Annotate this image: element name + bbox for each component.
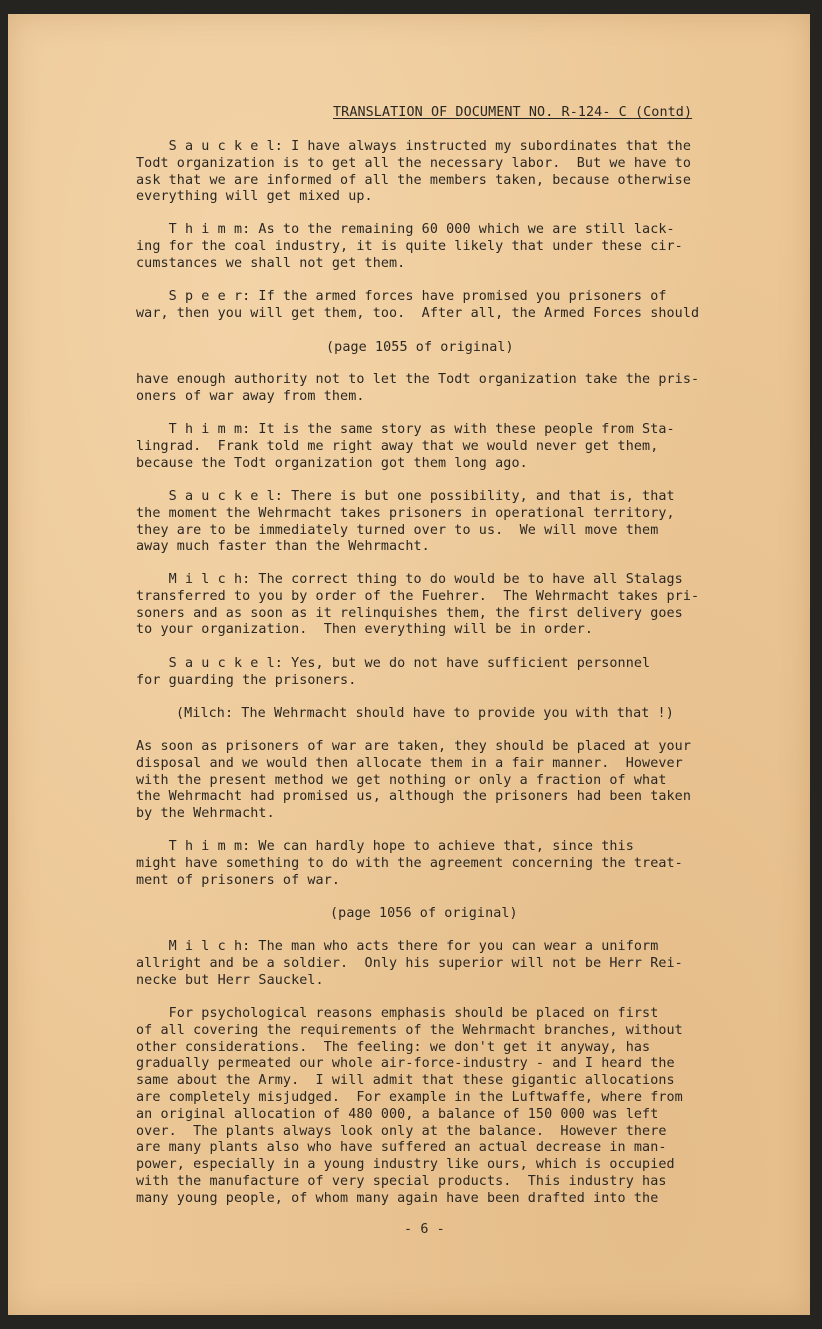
paragraph-thimm-1: T h i m m: As to the remaining 60 000 which we are still lack- ing for the coal industry, it is quite likely that under these cir- cumstances we shall not get them.: [136, 222, 683, 271]
paragraph-continuation-1: have enough authority not to let the Todt organization take the pris- oners of war away from them.: [136, 372, 700, 404]
paragraph-milch-2: M i l c h: The man who acts there for you can wear a uniform allright and be a soldier. Only his superior will not be Herr Rei- necke but Herr Sauckel.: [136, 939, 683, 988]
paragraph-speer-1: S p e e r: If the armed forces have promised you prisoners of war, then you will get them, too. After all, the Armed Forces should: [136, 289, 700, 321]
page-number: - 6 -: [404, 1222, 445, 1237]
paragraph-thimm-2: T h i m m: It is the same story as with these people from Sta- lingrad. Frank told me right away that we would never get them, because the Todt organization got them long ago.: [136, 422, 675, 471]
milch-interjection: (Milch: The Wehrmacht should have to provide you with that !): [176, 706, 674, 721]
paragraph-sauckel-1: S a u c k e l: I have always instructed my subordinates that the Todt organization is to get all the necessary labor. But we have to ask that we are informed of all the members taken, because otherwise everything will get mixed up.: [136, 139, 692, 205]
document-header: TRANSLATION OF DOCUMENT NO. R-124- C (Contd): [333, 105, 693, 120]
page-reference-1056: (page 1056 of original): [330, 906, 518, 921]
paragraph-thimm-3: T h i m m: We can hardly hope to achieve that, since this might have something to do with the agreement concerning the treat- ment of prisoners of war.: [136, 839, 683, 888]
paragraph-milch-3: For psychological reasons emphasis should be placed on first of all covering the requirements of the Wehrmacht branches, without other considerations. The feeling: we don't get it anyway, has gradually permeated our whole air-force-industry - and I heard the same about the Army. I will admit that these gigantic allocations are completely misjudged. For example in the Luftwaffe, where from an original allocation of 480 000, a balance of 150 000 was left over. The plants always look only at the balance. However there are many plants also who have suffered an actual decrease in man- power, especially in a young industry like ours, which is occupied with the manufacture of very special products. This industry has many young people, of whom many again have been drafted into the: [136, 1006, 683, 1206]
paragraph-sauckel-3: S a u c k e l: Yes, but we do not have sufficient personnel for guarding the prisoners.: [136, 656, 651, 688]
paragraph-milch-1: M i l c h: The correct thing to do would be to have all Stalags transferred to you by order of the Fuehrer. The Wehrmacht takes pri- soners and as soon as it relinquishes them, the first delivery goes to your organization. Then everything will be in order.: [136, 572, 700, 638]
page-reference-1055: (page 1055 of original): [326, 340, 514, 355]
paragraph-sauckel-2: S a u c k e l: There is but one possibility, and that is, that the moment the Wehrmacht takes prisoners in operational territory, they are to be immediately turned over to us. We will move them away much faster than the Wehrmacht.: [136, 489, 675, 555]
paragraph-continuation-2: As soon as prisoners of war are taken, they should be placed at your disposal and we would then allocate them in a fair manner. However with the present method we get nothing or only a fraction of what the Wehrmacht had promised us, although the prisoners had been taken by the Wehrmacht.: [136, 739, 692, 822]
